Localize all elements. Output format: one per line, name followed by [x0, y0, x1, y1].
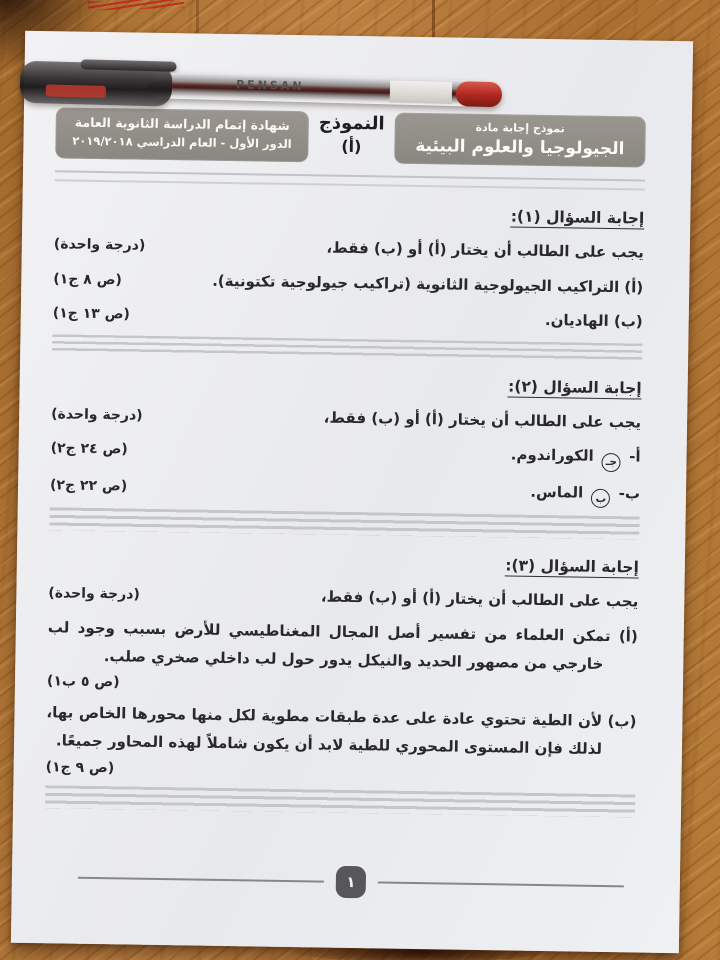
section-separator: [45, 785, 635, 817]
page-reference: (ص ٥ ب١): [46, 673, 120, 691]
answer-prefix: ب-: [618, 483, 641, 503]
sheet-content: [45, 107, 646, 819]
certificate-line1: شهادة إتمام الدراسة الثانوية العامة: [74, 114, 290, 133]
answer-paragraph: (ب) لأن الطية تحتوي عادة على عدة طبقات مطوية لكل منها محورها الخاص بها، لذلك فإن المستوى المحوري للطية لابد أن يكون شاملاً لهذه المحاور جميعًا.: [46, 703, 637, 759]
subject-name: الجيولوجيا والعلوم البيئية: [415, 135, 625, 160]
question-3-title: إجابة السؤال (٣):: [505, 556, 639, 577]
question-1-section: [53, 199, 645, 335]
pen-brand-text: PENSAN: [235, 78, 305, 94]
model-letter: (أ): [341, 136, 362, 157]
page-number-badge: ١: [336, 866, 366, 898]
mark-label: (درجة واحدة): [51, 405, 143, 424]
answer-body: الكوراندوم.: [510, 445, 594, 465]
subject-box-caption: نموذج إجابة مادة: [475, 120, 565, 136]
answer-row: [53, 265, 643, 301]
page-reference: (ص ٢٤ ج٢): [50, 440, 128, 458]
certificate-line2: الدور الأول - العام الدراسي ٢٠١٩/٢٠١٨: [72, 133, 292, 152]
section-separator: [52, 334, 642, 360]
question-3-section: [46, 549, 639, 785]
mark-label: (درجة واحدة): [48, 585, 140, 604]
page-reference: (ص ٩ ج١): [45, 759, 115, 777]
answer-prefix: أ-: [629, 447, 641, 466]
header-separator: [55, 170, 645, 190]
circled-letter: جـ: [602, 453, 621, 472]
page-reference: (ص ٢٢ ج٢): [49, 476, 128, 495]
answer-row: [53, 299, 643, 335]
answer-text: (أ) التراكيب الجيولوجية الثانوية (تراكيب جيولوجية تكتونية).: [212, 271, 644, 297]
answer-text: [508, 441, 641, 472]
page-reference: (ص ١٣ ج١): [52, 305, 131, 323]
model-label: [318, 111, 385, 163]
mark-label: (درجة واحدة): [53, 236, 146, 254]
pen-red-band: [46, 84, 106, 98]
instruction-text: يجب على الطالب أن يختار (أ) أو (ب) فقط،: [323, 408, 642, 432]
footer-rule-left: [78, 877, 324, 882]
subject-title-box: [394, 113, 646, 168]
answer-paragraph: (أ) تمكن العلماء من تفسير أصل المجال المغناطيسي للأرض بسبب وجود لب خارجي من مصهور الحديد والنيكل يدور حول لب داخلي صخري صلب.: [47, 618, 638, 673]
question-2-section: [50, 369, 642, 509]
answer-row: [50, 434, 640, 472]
instruction-text: يجب على الطالب أن يختار (أ) أو (ب) فقط،: [326, 238, 644, 262]
answer-text: (ب) الهاديان.: [544, 311, 643, 331]
page-footer: [78, 862, 624, 903]
instruction-text: يجب على الطالب أن يختار (أ) أو (ب) فقط،: [320, 587, 639, 611]
answer-row: [50, 471, 640, 509]
answer-text: [527, 478, 640, 508]
certificate-box: [55, 107, 309, 162]
pen-ink-reservoir: [390, 80, 453, 104]
pen-red-end-plug: [456, 81, 503, 107]
question-1-title: إجابة السؤال (١):: [510, 207, 645, 228]
model-word: النموذج: [318, 112, 385, 135]
answer-sheet-paper: [11, 31, 693, 953]
page-reference: (ص ٨ ج١): [53, 270, 123, 288]
question-2-title: إجابة السؤال (٢):: [507, 376, 642, 398]
section-separator: [49, 508, 639, 540]
circled-letter: ب: [591, 489, 610, 508]
footer-rule-right: [378, 882, 624, 887]
answer-body: الماس.: [530, 482, 584, 502]
